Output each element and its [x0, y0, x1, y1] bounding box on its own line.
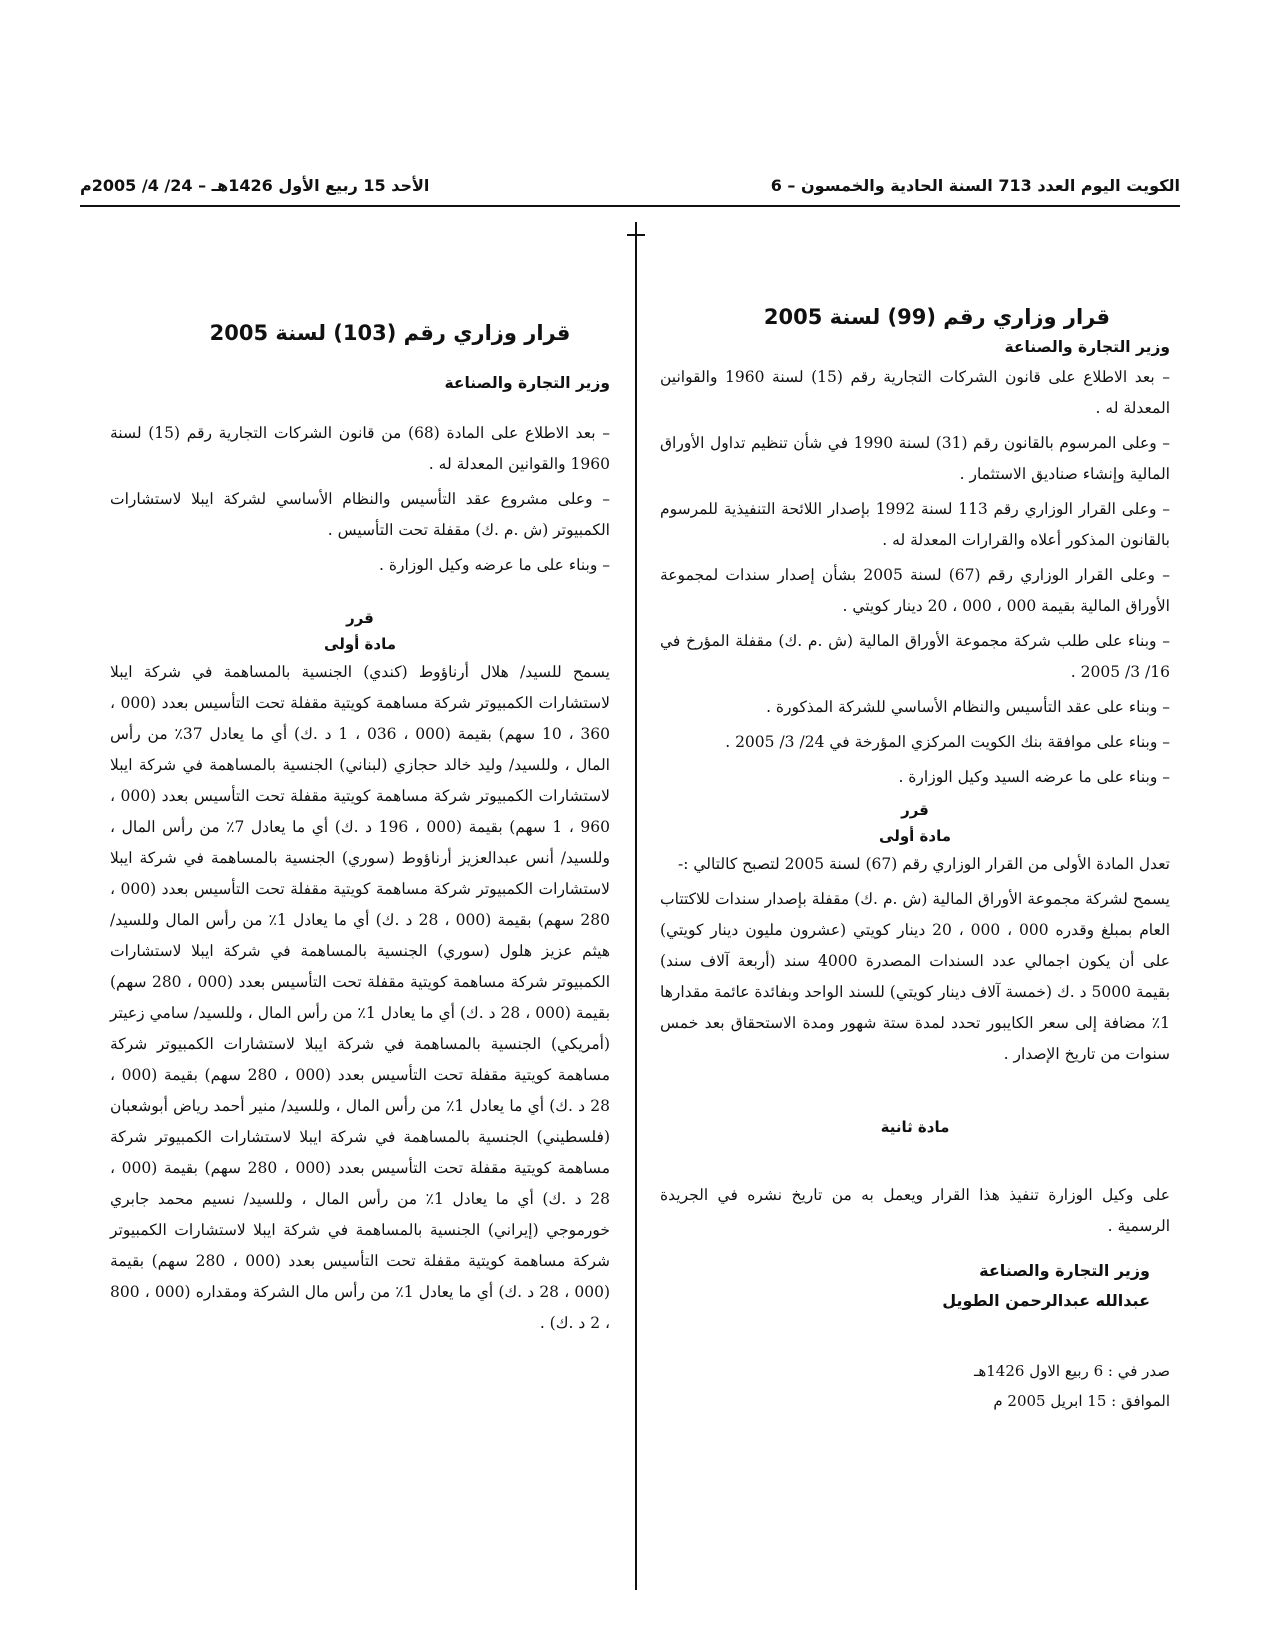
decree-103-preamble-2: – وعلى مشروع عقد التأسيس والنظام الأساسي لشركة ايبلا لاستشارات الكمبيوتر (ش .م .ك) مقفلة تحت التأسيس .	[110, 490, 610, 539]
decree-103-preamble-1: – بعد الاطلاع على المادة (68) من قانون الشركات التجارية رقم (15) لسنة 1960 والقوانين المعدلة له .	[110, 424, 610, 473]
header-rule	[80, 205, 1180, 207]
decree-99-article1-text: يسمح لشركة مجموعة الأوراق المالية (ش .م .ك) مقفلة بإصدار سندات للاكتتاب العام بمبلغ وقدره 000 ، 000 ، 20 دينار كويتي (عشرون مليون دينار كويتي) على أن يكون اجمالي عدد السندات المصدرة 4000 سند (أربعة آلاف سند) بقيمة 5000 د .ك (خمسة آلاف دينار كويتي) للسند الواحد وبفائدة عائمة مقدارها 1٪ مضافة إلى سعر الكايبور تحدد لمدة ستة شهور ومدة الاستحقاق بعد خمس سنوات من تاريخ الإصدار .	[660, 890, 1171, 1063]
decree-99-signature-title: وزير التجارة والصناعة	[979, 1261, 1150, 1280]
decree-103-column	[110, 318, 610, 1343]
decree-103-title: قرار وزاري رقم (103) لسنة 2005	[209, 321, 571, 345]
decree-99-article1-intro: تعدل المادة الأولى من القرار الوزاري رقم (67) لسنة 2005 لتصبح كالتالي :-	[678, 855, 1170, 873]
header-date: الأحد 15 ربيع الأول 1426هـ – 24/ 4/ 2005م	[80, 176, 430, 195]
decree-99-preamble-8: – وبناء على ما عرضه السيد وكيل الوزارة .	[898, 768, 1170, 786]
decree-99-preamble-7: – وبناء على موافقة بنك الكويت المركزي المؤرخة في 24/ 3/ 2005 .	[725, 733, 1170, 751]
decree-99-article1-heading: مادة أولى	[879, 827, 951, 845]
decree-99-minister: وزير التجارة والصناعة	[1004, 338, 1170, 356]
decree-103-preamble-3: – وبناء على ما عرضه وكيل الوزارة .	[379, 556, 610, 574]
decree-99-preamble-3: – وعلى القرار الوزاري رقم 113 لسنة 1992 بإصدار اللائحة التنفيذية للمرسوم بالقانون المذكور أعلاه والقرارات المعدلة له .	[660, 500, 1170, 549]
decree-99-corresponding-date: الموافق : 15 ابريل 2005 م	[993, 1392, 1170, 1410]
decree-103-article1-text: يسمح للسيد/ هلال أرناؤوط (كندي) الجنسية بالمساهمة في شركة ايبلا لاستشارات الكمبيوتر شركة مساهمة كويتية مقفلة تحت التأسيس بعدد (000 ، 360 ، 10 سهم) بقيمة (000 ، 036 ، 1 د .ك) أي ما يعادل 37٪ من رأس المال ، وللسيد/ وليد خالد حجازي (لبناني) الجنسية بالمساهمة في شركة ايبلا لاستشارات الكمبيوتر شركة مساهمة كويتية مقفلة تحت التأسيس بعدد (000 ، 960 ، 1 سهم) بقيمة (000 ، 196 د .ك) أي ما يعادل 7٪ من رأس المال ، وللسيد/ أنس عبدالعزيز أرناؤوط (سوري) الجنسية بالمساهمة في شركة ايبلا لاستشارات الكمبيوتر شركة مساهمة كويتية مقفلة تحت التأسيس بعدد (000 ، 280 سهم) بقيمة (000 ، 28 د .ك) أي ما يعادل 1٪ من رأس المال وللسيد/ هيثم عزيز هلول (سوري) الجنسية بالمساهمة في شركة ايبلا لاستشارات الكمبيوتر شركة مساهمة كويتية مقفلة تحت التأسيس بعدد (000 ، 280 سهم) بقيمة (000 ، 28 د .ك) أي ما يعادل 1٪ من رأس المال ، وللسيد/ سامي زعيتر (أمريكي) الجنسية بالمساهمة في شركة ايبلا لاستشارات الكمبيوتر شركة مساهمة كويتية مقفلة تحت التأسيس بعدد (000 ، 280 سهم) بقيمة (000 ، 28 د .ك) أي ما يعادل 1٪ من رأس المال ، وللسيد/ منير أحمد رياض أبوشعبان (فلسطيني) الجنسية بالمساهمة في شركة ايبلا لاستشارات الكمبيوتر شركة مساهمة كويتية مقفلة تحت التأسيس بعدد (000 ، 280 سهم) بقيمة (000 ، 28 د .ك) أي ما يعادل 1٪ من رأس المال ، وللسيد/ نسيم محمد جابري خورموجي (إيراني) الجنسية بالمساهمة في شركة ايبلا لاستشارات الكمبيوتر شركة مساهمة كويتية مقفلة تحت التأسيس بعدد (000 ، 280 سهم) بقيمة (000 ، 28 د .ك) أي ما يعادل 1٪ من رأس مال الشركة ومقداره (000 ، 800 ، 2 د .ك) .	[110, 663, 611, 1332]
column-divider-cross	[627, 234, 645, 236]
decree-99-article2-heading: مادة ثانية	[880, 1118, 950, 1136]
decree-99-column	[660, 302, 1170, 1416]
decree-99-issued-date: صدر في : 6 ربيع الاول 1426هـ	[973, 1362, 1170, 1380]
decree-99-decided: قرر	[901, 801, 929, 819]
decree-103-minister: وزير التجارة والصناعة	[444, 374, 610, 392]
decree-99-signature-name: عبدالله عبدالرحمن الطويل	[942, 1291, 1150, 1310]
decree-103-article1-heading: مادة أولى	[324, 635, 396, 653]
decree-99-preamble-1: – بعد الاطلاع على قانون الشركات التجارية رقم (15) لسنة 1960 والقوانين المعدلة له .	[660, 368, 1170, 417]
header-issue-info: الكويت اليوم العدد 713 السنة الحادية والخمسون – 6	[770, 176, 1180, 195]
decree-99-preamble-6: – وبناء على عقد التأسيس والنظام الأساسي للشركة المذكورة .	[766, 698, 1170, 716]
decree-99-article2-text: على وكيل الوزارة تنفيذ هذا القرار ويعمل به من تاريخ نشره في الجريدة الرسمية .	[660, 1186, 1170, 1235]
decree-103-decided: قرر	[346, 609, 374, 627]
decree-99-preamble-5: – وبناء على طلب شركة مجموعة الأوراق المالية (ش .م .ك) مقفلة المؤرخ في 16/ 3/ 2005 .	[660, 632, 1170, 681]
page-header	[80, 176, 1180, 202]
decree-99-preamble-4: – وعلى القرار الوزاري رقم (67) لسنة 2005 بشأن إصدار سندات لمجموعة الأوراق المالية بقيمة 000 ، 000 ، 20 دينار كويتي .	[660, 566, 1170, 615]
column-divider	[635, 222, 637, 1590]
decree-99-preamble-2: – وعلى المرسوم بالقانون رقم (31) لسنة 1990 في شأن تنظيم تداول الأوراق المالية وإنشاء صناديق الاستثمار .	[660, 434, 1170, 483]
decree-99-title: قرار وزاري رقم (99) لسنة 2005	[763, 305, 1110, 329]
